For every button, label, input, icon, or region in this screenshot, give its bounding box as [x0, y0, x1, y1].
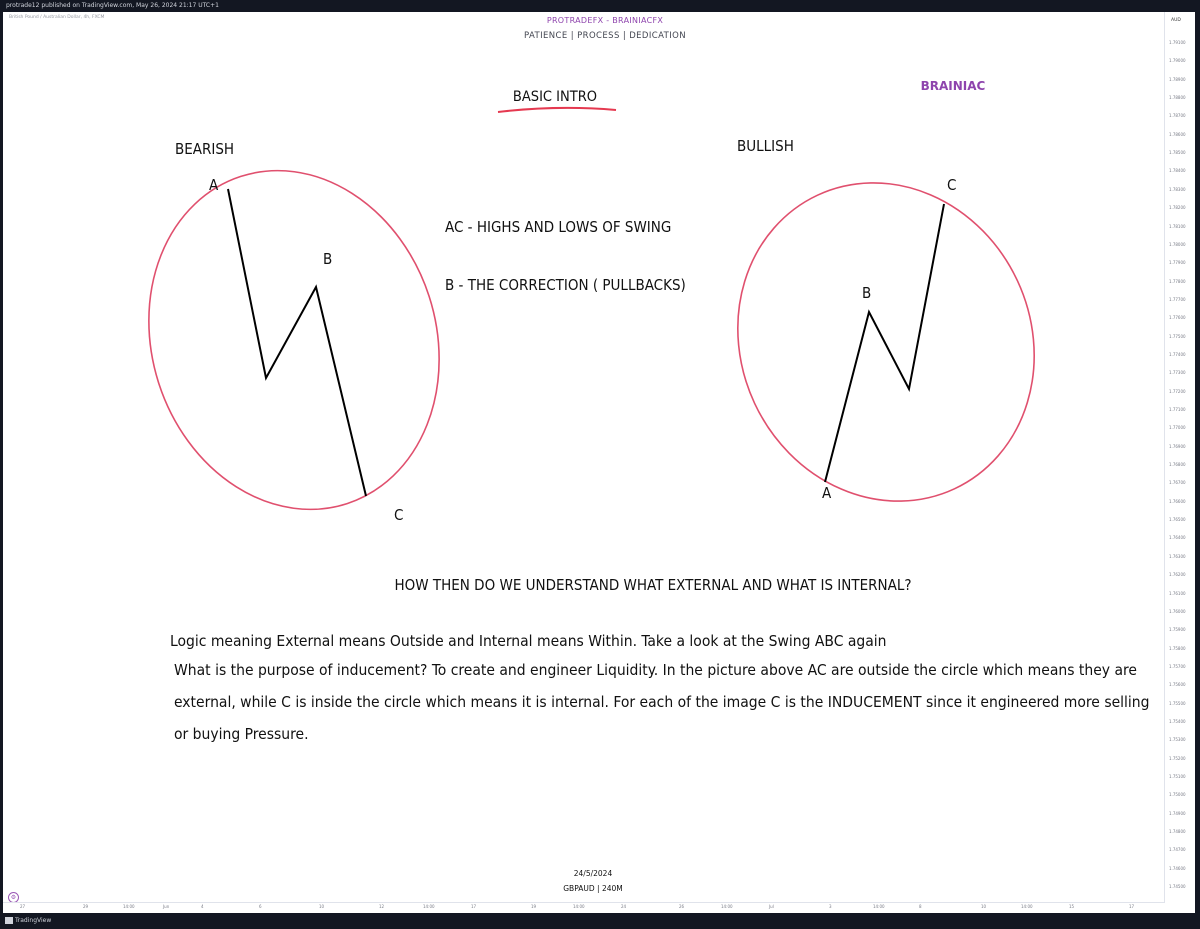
footer-bar [0, 913, 1200, 929]
chart-area[interactable] [3, 12, 1195, 913]
bearish-swing-line [228, 189, 366, 496]
price-tick: 1.75300 [1169, 737, 1186, 743]
price-tick: 1.76300 [1169, 553, 1186, 559]
ticker-label: GBPAUD | 240M [563, 884, 623, 893]
time-tick: 14:00 [1021, 904, 1033, 909]
price-tick: 1.75900 [1169, 627, 1186, 633]
price-tick: 1.75000 [1169, 792, 1186, 798]
price-tick: 1.75500 [1169, 700, 1186, 706]
intro-title: BASIC INTRO [512, 89, 598, 105]
price-tick: 1.75400 [1169, 718, 1186, 724]
price-tick: 1.75100 [1169, 774, 1186, 779]
price-tick: 1.78400 [1169, 168, 1186, 174]
date-label: 24/5/2024 [573, 869, 613, 878]
definition-ac: AC - HIGHS AND LOWS OF SWING [445, 218, 672, 236]
time-tick: 14:00 [423, 904, 435, 909]
price-tick: 1.79100 [1169, 40, 1186, 45]
time-tick: 6 [259, 904, 262, 909]
bearish-title: BEARISH [175, 140, 235, 158]
symbol-legend: British Pound / Australian Dollar, 4h, FXCM [9, 15, 105, 20]
bullish-swing-line [825, 204, 944, 482]
time-tick: 27 [20, 904, 26, 909]
bearish-circle [106, 133, 482, 548]
price-tick: 1.75800 [1169, 645, 1186, 651]
price-tick: 1.76400 [1169, 535, 1186, 541]
time-tick: 29 [83, 904, 89, 909]
price-tick: 1.76500 [1169, 517, 1186, 523]
price-tick: 1.75700 [1169, 663, 1186, 669]
logic-line: Logic meaning External means Outside and Internal means Within. Take a look at the Swing ABC again [170, 632, 887, 650]
time-tick: 14:00 [123, 904, 135, 909]
definition-b: B - THE CORRECTION ( PULLBACKS) [445, 276, 686, 294]
price-tick: 1.76900 [1169, 443, 1186, 449]
bearish-label-b: B [323, 250, 333, 268]
price-tick: 1.79000 [1169, 58, 1186, 64]
price-tick: 1.76000 [1169, 608, 1186, 614]
price-tick: 1.74900 [1169, 810, 1186, 816]
time-tick: 24 [621, 904, 627, 909]
intro-underline [498, 108, 616, 112]
time-tick: 12 [379, 904, 385, 909]
time-tick: 4 [201, 904, 204, 909]
time-tick: 14:00 [573, 904, 585, 909]
price-tick: 1.75200 [1169, 755, 1186, 761]
motto: PATIENCE | PROCESS | DEDICATION [523, 31, 687, 41]
footer-brand: TradingView [15, 917, 52, 924]
price-tick: 1.77300 [1169, 370, 1186, 376]
time-tick: Jul [769, 904, 774, 909]
time-tick: 14:00 [873, 904, 885, 909]
question-heading: HOW THEN DO WE UNDERSTAND WHAT EXTERNAL AND WHAT IS INTERNAL? [394, 576, 912, 594]
time-tick: 17 [1129, 904, 1135, 909]
price-tick: 1.77200 [1169, 388, 1186, 394]
time-tick: 10 [319, 904, 325, 909]
time-tick: 26 [679, 904, 685, 909]
price-axis[interactable] [1164, 12, 1195, 913]
price-tick: 1.76800 [1169, 462, 1186, 468]
time-tick: 8 [919, 904, 922, 909]
price-tick: 1.78800 [1169, 95, 1186, 101]
currency-label: AUD [1171, 18, 1181, 23]
price-tick: 1.74700 [1169, 847, 1186, 853]
price-tick: 1.77600 [1169, 315, 1186, 321]
price-tick: 1.78200 [1169, 205, 1186, 211]
price-tick: 1.76700 [1169, 480, 1186, 486]
price-tick: 1.76100 [1169, 590, 1186, 596]
bullish-title: BULLISH [737, 137, 794, 155]
time-tick: 3 [829, 904, 832, 909]
settings-icon[interactable]: ⚙ [8, 892, 19, 903]
time-tick: 17 [471, 904, 477, 909]
brand-top: PROTRADEFX - BRAINIACFX [546, 16, 664, 25]
published-bar [0, 0, 1200, 12]
bullish-label-b: B [862, 284, 872, 302]
price-tick: 1.77400 [1169, 351, 1186, 357]
time-tick: Jun [163, 904, 170, 909]
price-tick: 1.76600 [1169, 498, 1186, 504]
price-tick: 1.78000 [1169, 241, 1186, 247]
price-tick: 1.74800 [1169, 829, 1186, 835]
price-tick: 1.78300 [1169, 186, 1186, 192]
time-tick: 14:00 [721, 904, 733, 909]
price-tick: 1.74600 [1169, 865, 1186, 871]
bullish-label-c: C [947, 176, 957, 194]
bullish-label-a: A [822, 484, 832, 502]
time-tick: 19 [531, 904, 537, 909]
price-tick: 1.78600 [1169, 131, 1186, 137]
price-tick: 1.77100 [1169, 407, 1186, 412]
price-tick: 1.78100 [1169, 223, 1186, 229]
time-tick: 10 [981, 904, 987, 909]
price-tick: 1.77500 [1169, 333, 1186, 339]
price-tick: 1.78700 [1169, 113, 1186, 119]
price-tick: 1.76200 [1169, 572, 1186, 578]
price-tick: 1.75600 [1169, 682, 1186, 688]
price-tick: 1.74500 [1169, 884, 1186, 890]
price-tick: 1.78500 [1169, 150, 1186, 156]
price-tick: 1.77800 [1169, 278, 1186, 284]
price-tick: 1.78900 [1169, 76, 1186, 82]
bullish-circle [686, 134, 1086, 550]
time-axis[interactable] [3, 902, 1165, 913]
price-tick: 1.77700 [1169, 296, 1186, 302]
price-tick: 1.77000 [1169, 425, 1186, 431]
price-tick: 1.77900 [1169, 260, 1186, 266]
bearish-label-a: A [209, 176, 219, 194]
tradingview-logo-icon [5, 917, 13, 924]
brand-right: BRAINIAC [920, 79, 986, 93]
published-text: protrade12 published on TradingView.com, May 26, 2024 21:17 UTC+1 [6, 2, 219, 9]
bearish-label-c: C [394, 506, 404, 524]
time-tick: 15 [1069, 904, 1075, 909]
explanation-paragraph: What is the purpose of inducement? To create and engineer Liquidity. In the picture above AC are outside the circle which means they are external, while C is inside the circle which means it is internal. For each of the image C is the INDUCEMENT since it engineered more selling or buying Pressure. [174, 661, 1150, 743]
